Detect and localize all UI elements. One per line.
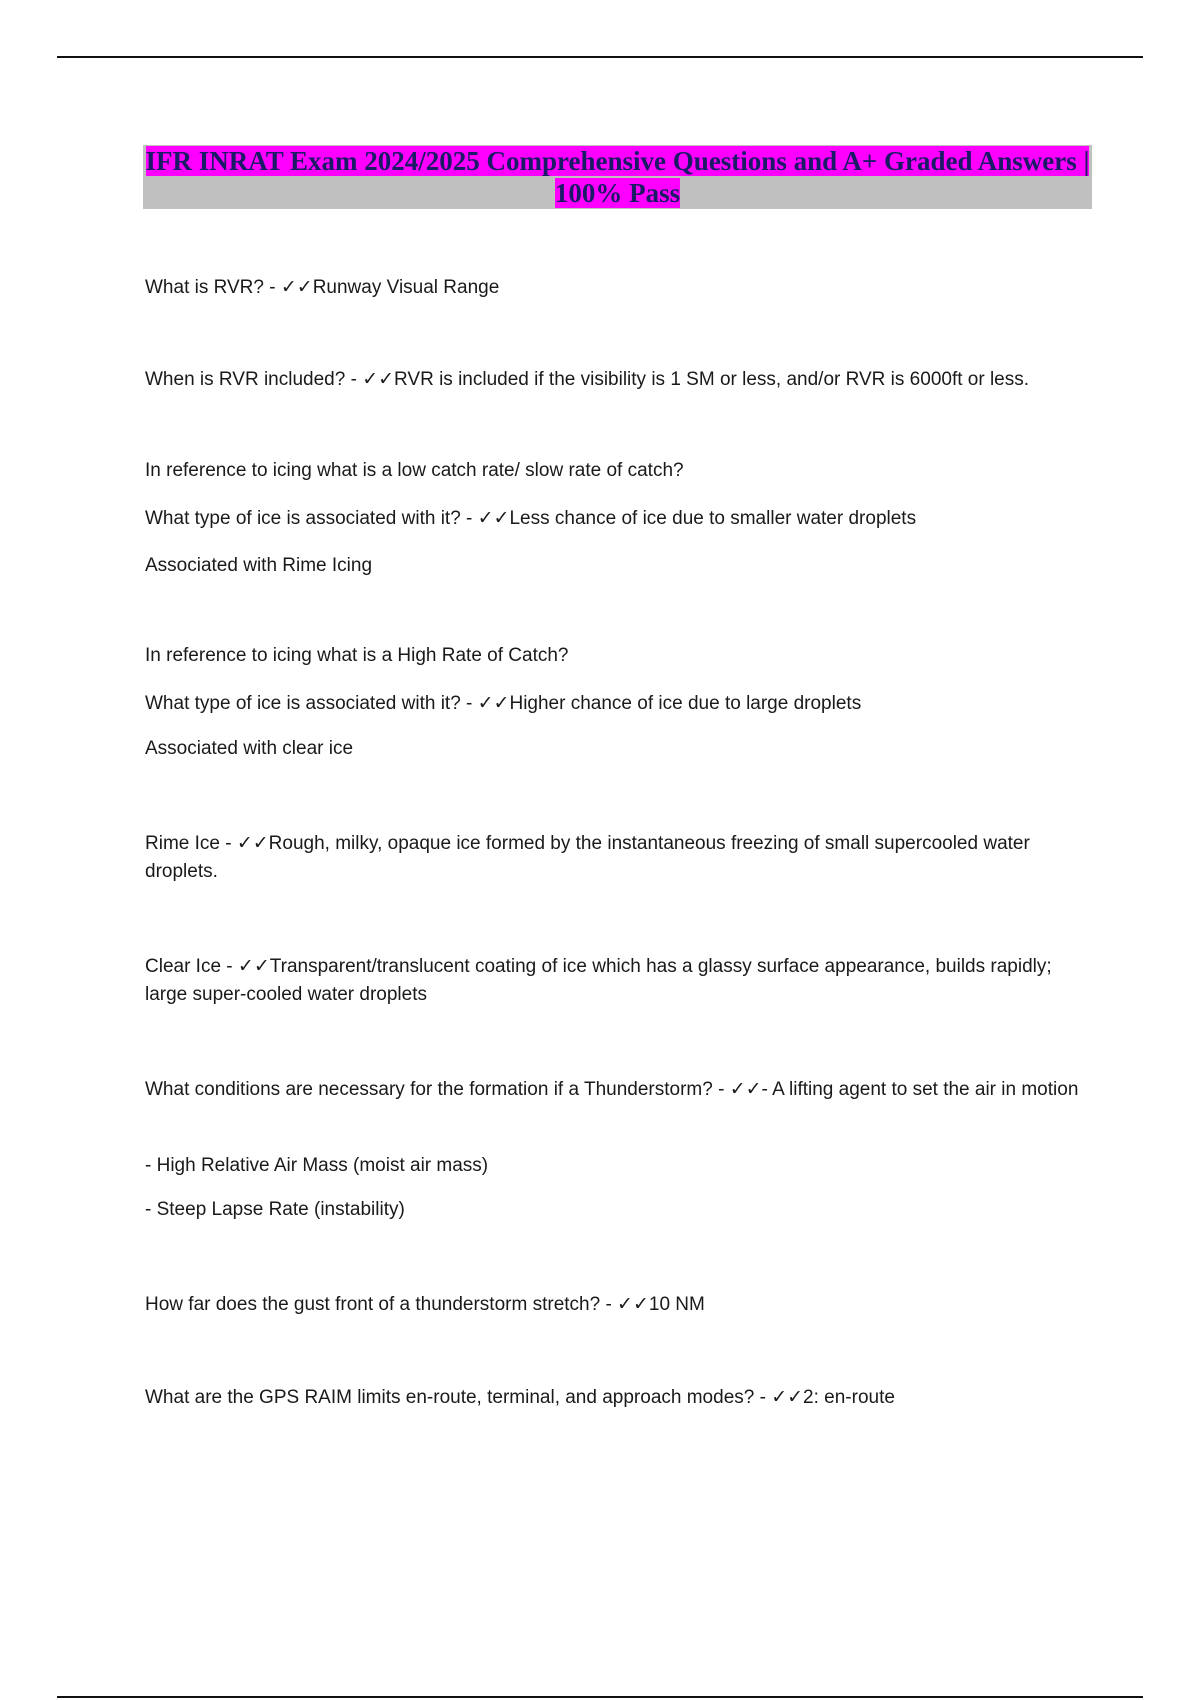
qa-rime-ice: Rime Ice - ✓✓Rough, milky, opaque ice formed by the instantaneous freezing of small supercooled water droplets. (145, 833, 1030, 882)
qa-high-catch-rate-question: In reference to icing what is a High Rate of Catch? (145, 645, 569, 666)
qa-thunderstorm-condition-lapse: - Steep Lapse Rate (instability) (145, 1199, 405, 1220)
document-title: IFR INRAT Exam 2024/2025 Comprehensive Questions and A+ Graded Answers | 100% Pass (145, 146, 1090, 208)
header-rule (57, 56, 1143, 58)
qa-high-catch-rate-note: Associated with clear ice (145, 738, 354, 759)
footer-rule (57, 1696, 1143, 1698)
qa-clear-ice: Clear Ice - ✓✓Transparent/translucent coating of ice which has a glassy surface appearance, builds rapidly; large super-cooled water droplets (145, 956, 1052, 1005)
qa-low-catch-rate-note: Associated with Rime Icing (145, 555, 373, 576)
qa-gps-raim-limits: What are the GPS RAIM limits en-route, terminal, and approach modes? - ✓✓2: en-route (145, 1387, 895, 1408)
document-title-banner (143, 145, 1092, 209)
qa-thunderstorm-conditions: What conditions are necessary for the formation if a Thunderstorm? - ✓✓- A lifting agent to set the air in motion (145, 1079, 1079, 1100)
qa-low-catch-rate-answer: What type of ice is associated with it? - ✓✓Less chance of ice due to smaller water droplets (145, 508, 917, 529)
qa-thunderstorm-condition-moist: - High Relative Air Mass (moist air mass) (145, 1155, 489, 1176)
qa-rvr-definition: What is RVR? - ✓✓Runway Visual Range (145, 277, 500, 298)
qa-low-catch-rate-question: In reference to icing what is a low catch rate/ slow rate of catch? (145, 460, 684, 481)
qa-rvr-included: When is RVR included? - ✓✓RVR is included if the visibility is 1 SM or less, and/or RVR is 6000ft or less. (145, 369, 1030, 390)
qa-gust-front: How far does the gust front of a thunderstorm stretch? - ✓✓10 NM (145, 1294, 705, 1315)
qa-high-catch-rate-answer: What type of ice is associated with it? - ✓✓Higher chance of ice due to large droplets (145, 693, 862, 714)
